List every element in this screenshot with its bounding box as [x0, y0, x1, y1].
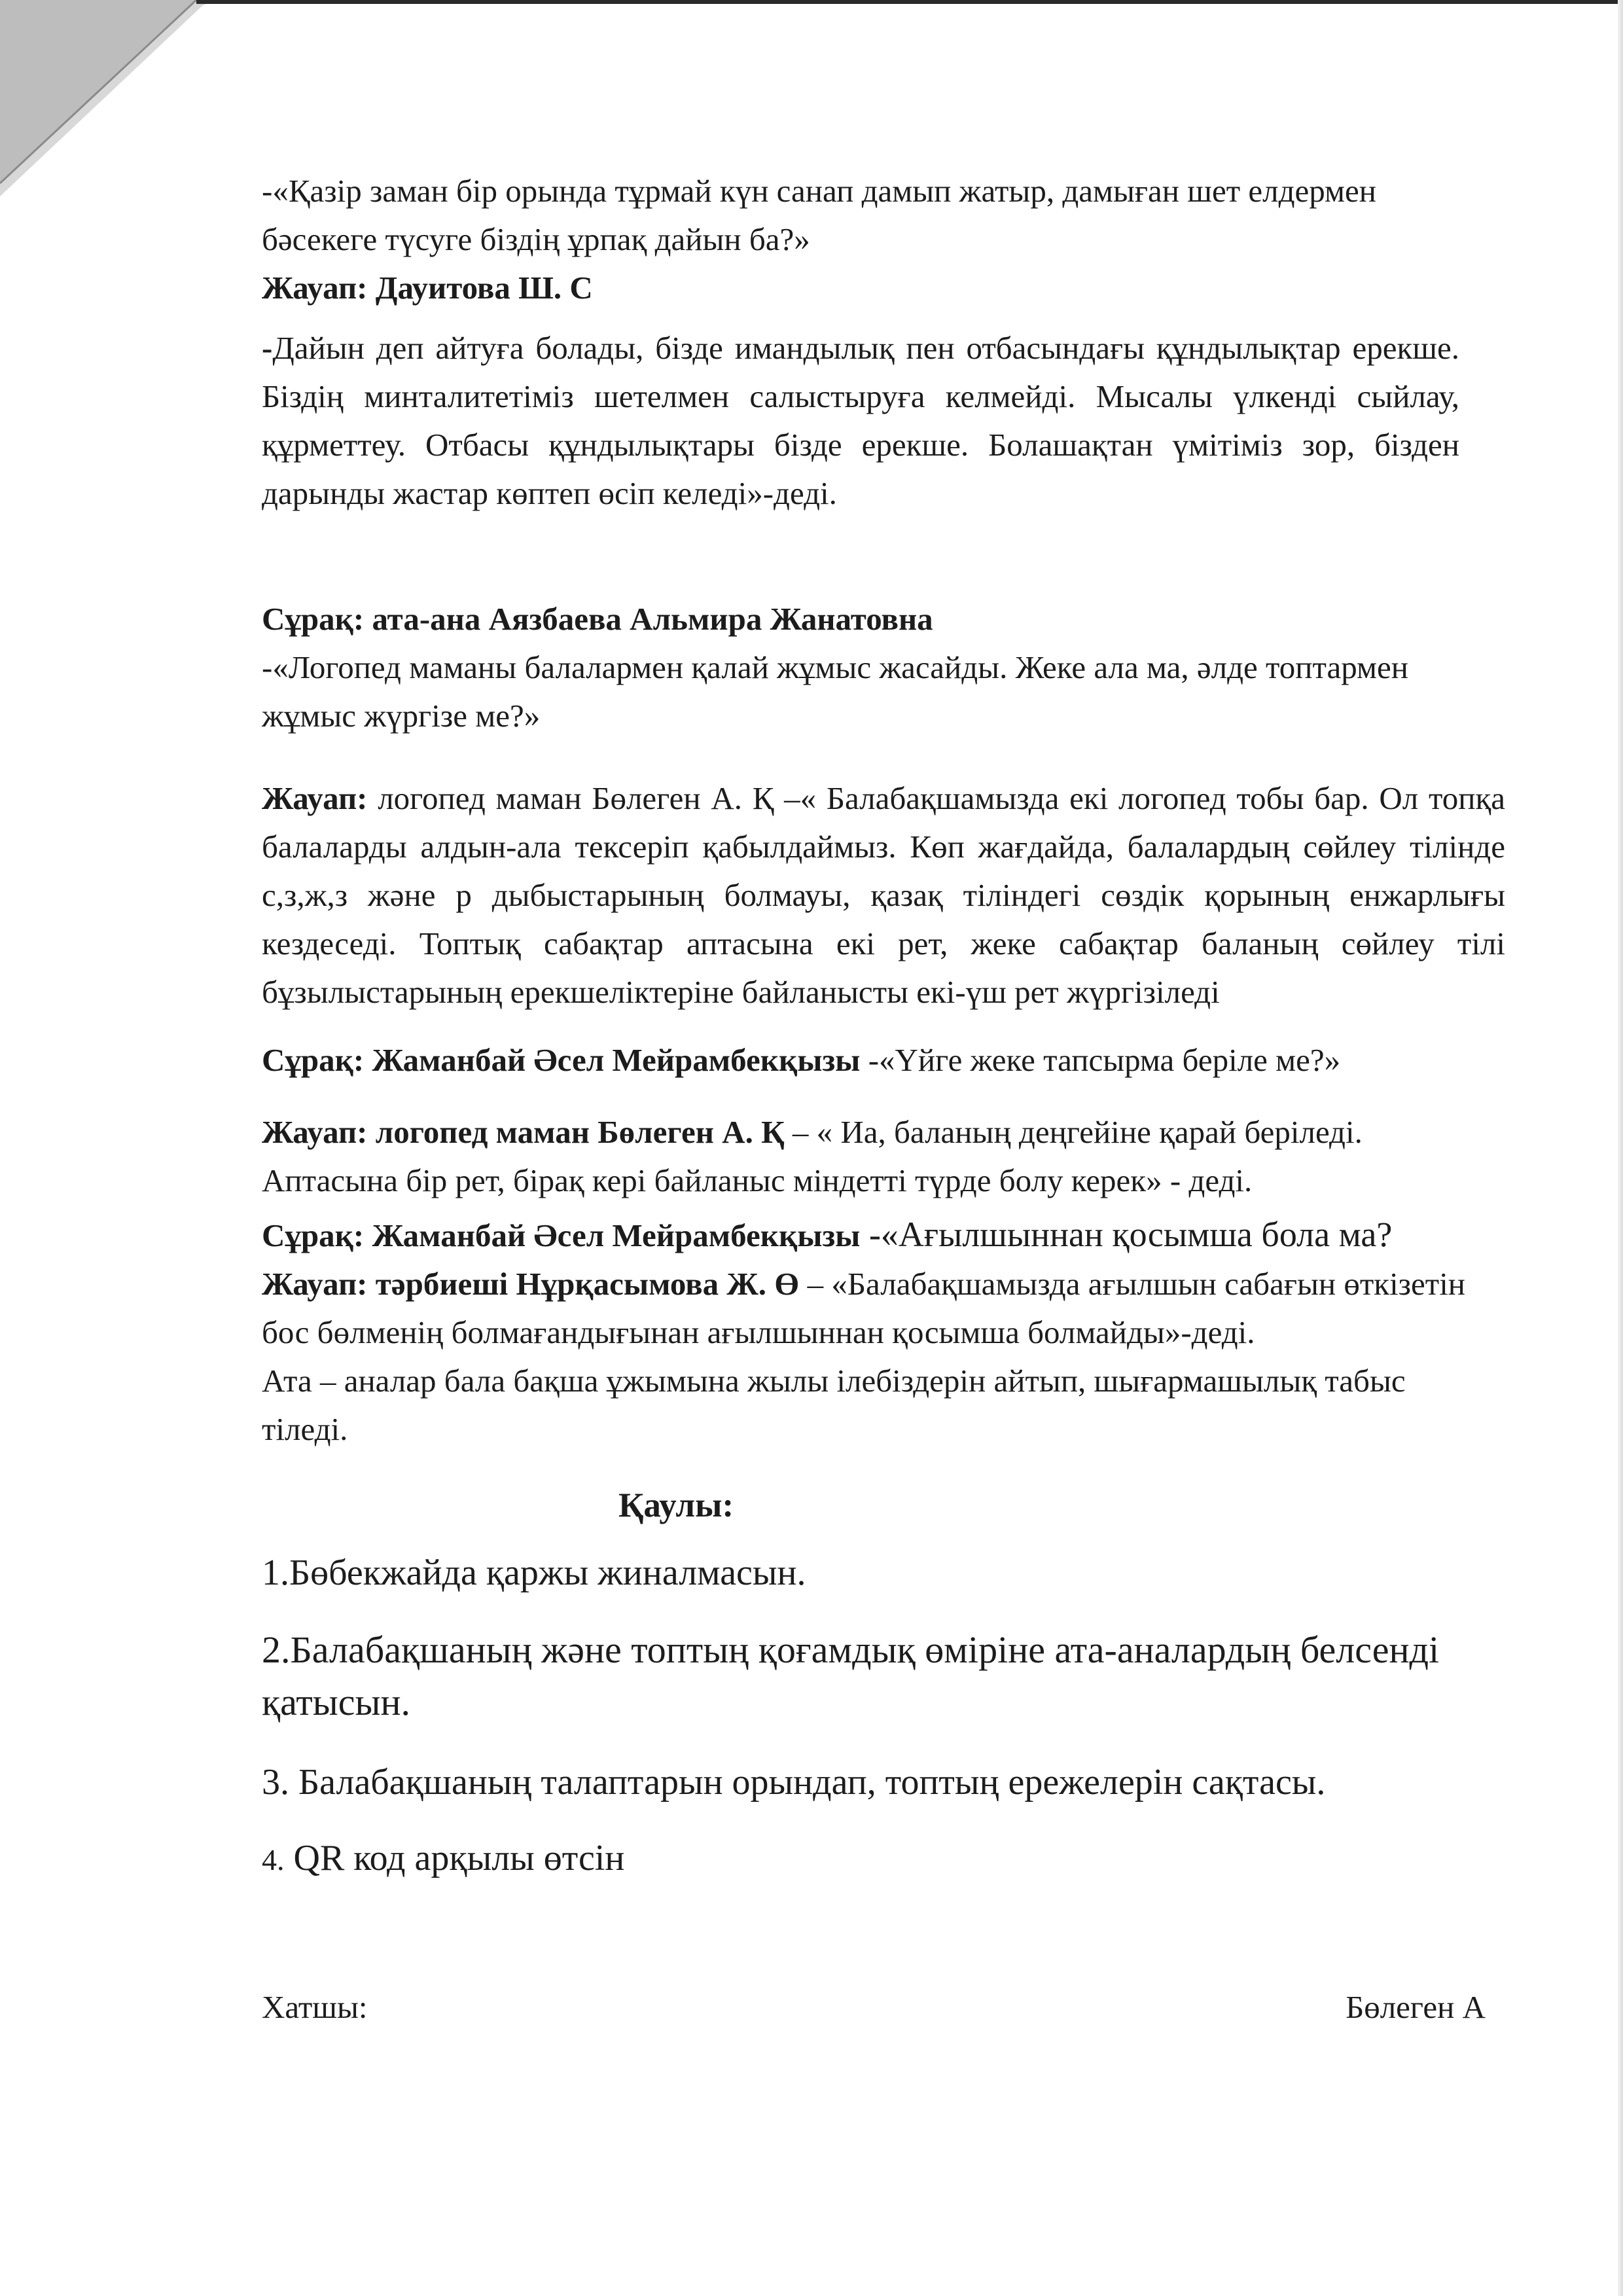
- resolution-item-number: 4.: [262, 1843, 285, 1876]
- answer-2-paragraph: [262, 774, 1505, 1016]
- resolution-title: Қаулы:: [618, 1486, 734, 1524]
- answer-4-label: Жауап: тәрбиеші Нұрқасымова Ж. Ө: [262, 1266, 800, 1302]
- question-1-text: -«Қазір заман бір орында тұрмай күн санап дамып жатыр, дамыған шет елдермен бәсекеге түсуге біздің ұрпақ дайын ба?»: [262, 173, 1377, 257]
- resolution-item-number: 1.: [262, 1552, 289, 1593]
- question-3-text: -«Үйге жеке тапсырма беріле ме?»: [860, 1042, 1341, 1078]
- resolution-item-text: Бөбекжайда қаржы жиналмасын.: [289, 1552, 806, 1593]
- secretary-label: Хатшы:: [262, 1989, 368, 2025]
- answer-1-label: Жауап: Дауитова Ш. С: [262, 270, 593, 306]
- resolution-item: [262, 1757, 1505, 1807]
- answer-4-text: – «Балабақшамызда ағылшын сабағын өткізетін бос бөлменің болмағандығынан ағылшыннан қосымша болмайды»-деді.: [262, 1266, 1466, 1350]
- resolution-item-text: Балабақшаның және топтың қоғамдық өміріне ата-аналардың белсенді қатысын.: [262, 1628, 1440, 1723]
- scan-top-edge: [196, 0, 1623, 4]
- resolution-list: [262, 1548, 1505, 1885]
- question-3-label: Сұрақ: Жаманбай Әсел Мейрамбекқызы: [262, 1042, 861, 1078]
- answer-4-paragraph: [262, 1260, 1492, 1357]
- answer-1-paragraph: [262, 324, 1459, 518]
- scan-right-edge: [1618, 0, 1623, 2296]
- question-2-label: Сұрақ: ата-ана Аязбаева Альмира Жанатовна: [262, 601, 933, 637]
- question-3-paragraph: [262, 1036, 1459, 1085]
- answer-1-dash: -: [262, 330, 273, 366]
- answer-3-text: – « Иа, баланың деңгейіне қарай беріледі. Аптасына бір рет, бірақ кері байланыс міндетті түрде болу керек» - деді.: [262, 1114, 1363, 1198]
- question-2-text: -«Логопед маманы балалармен қалай жұмыс жасайды. Жеке ала ма, әлде топтармен жұмыс жүргізе ме?»: [262, 649, 1409, 734]
- answer-1-text: Дайын деп айтуға болады, бізде имандылық пен отбасындағы құндылықтар ерекше. Біздің минталитетіміз шетелмен салыстыруға келмейді. Мысалы үлкенді сыйлау, құрметтеу. Отбасы құндылықтары бізде ерекше. Болашақтан үмітіміз зор, бізден дарынды жастар көптеп өсіп келеді»-деді.: [262, 330, 1459, 511]
- answer-2-text: логопед маман Бөлеген А. Қ –« Балабақшамызда екі логопед тобы бар. Ол топқа балаларды алдын-ала тексеріп қабылдаймыз. Көп жағдайда, балалардың сөйлеу тілінде с,з,ж,з және р дыбыстарының болмауы, қазақ тіліндегі сөздік қорының енжарлығы кездеседі. Топтық сабақтар аптасына екі рет, жеке сабақтар баланың сөйлеу тілі бұзылыстарының ерекшеліктеріне байланысты екі-үш рет жүргізіледі: [262, 780, 1505, 1010]
- secretary-name: Бөлеген А: [1346, 1989, 1486, 2025]
- document-body: [262, 167, 1505, 2032]
- signature-row: [262, 1983, 1505, 2032]
- closing-paragraph: Ата – аналар бала бақша ұжымына жылы ілебіздерін айтып, шығармашылық табыс тіледі.: [262, 1363, 1406, 1447]
- question-4-paragraph: [262, 1210, 1472, 1260]
- resolution-item: [262, 1548, 1505, 1598]
- resolution-item-text: QR код арқылы өтсін: [284, 1838, 625, 1878]
- resolution-item: [262, 1624, 1492, 1729]
- answer-2-label: Жауап:: [262, 780, 368, 816]
- resolution-item-number: 3.: [262, 1762, 289, 1803]
- question-4-label: Сұрақ: Жаманбай Әсел Мейрамбекқызы: [262, 1217, 861, 1253]
- answer-3-paragraph: [262, 1108, 1472, 1205]
- question-4-text: -«Ағылшыннан қосымша бола ма?: [860, 1215, 1393, 1254]
- resolution-item: [262, 1833, 1505, 1885]
- resolution-item-number: 2.: [262, 1628, 291, 1671]
- resolution-item-text: Балабақшаның талаптарын орындап, топтың ережелерін сақтасы.: [289, 1762, 1326, 1803]
- scan-page-corner-shadow: [0, 0, 216, 196]
- answer-3-label: Жауап: логопед маман Бөлеген А. Қ: [262, 1114, 785, 1150]
